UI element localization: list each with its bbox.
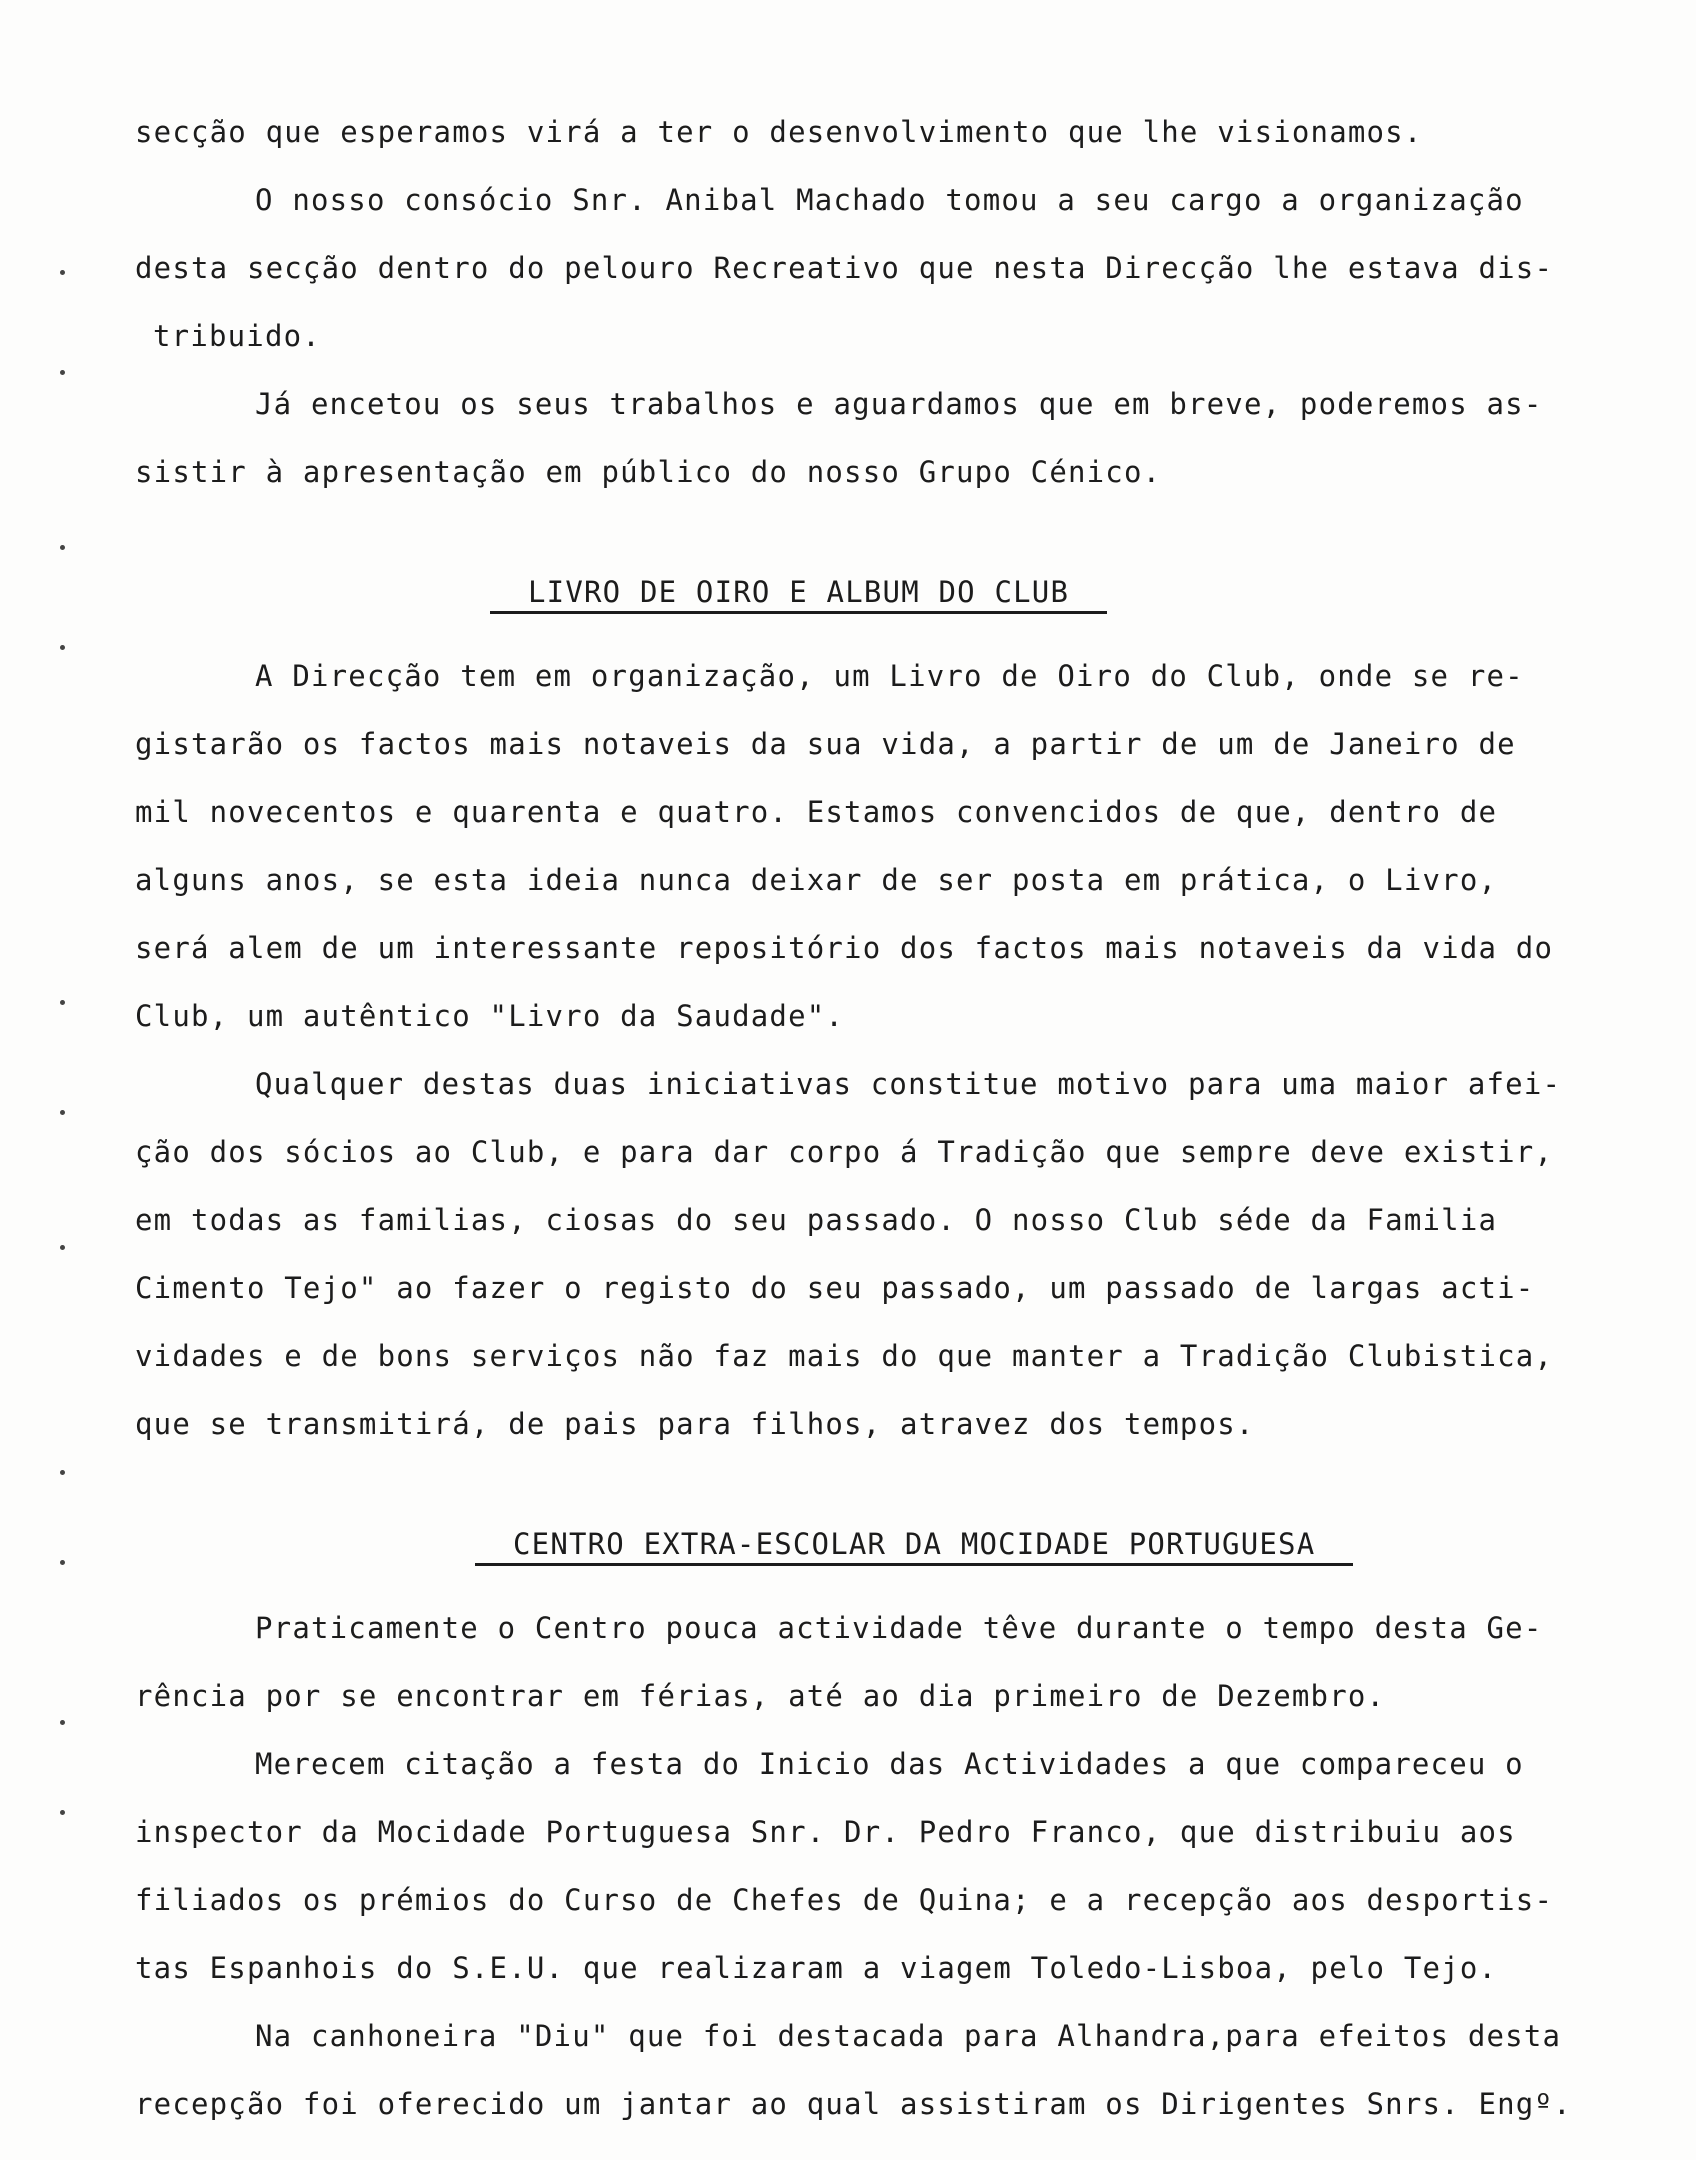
margin-speck (60, 270, 65, 275)
paragraph-line: Praticamente o Centro pouca actividade têve durante o tempo desta Ge- (255, 1611, 1543, 1645)
margin-speck (60, 1810, 65, 1815)
paragraph-line: vidades e de bons serviços não faz mais do que manter a Tradição Clubistica, (135, 1339, 1554, 1373)
section-heading: LIVRO DE OIRO E ALBUM DO CLUB (490, 575, 1107, 614)
paragraph-line: tribuido. (153, 319, 321, 353)
paragraph-line: A Direcção tem em organização, um Livro de Oiro do Club, onde se re- (255, 659, 1524, 693)
paragraph-line: gistarão os factos mais notaveis da sua vida, a partir de um de Janeiro de (135, 727, 1516, 761)
paragraph-line: que se transmitirá, de pais para filhos, atravez dos tempos. (135, 1407, 1255, 1441)
margin-speck (60, 645, 65, 650)
paragraph-line: O nosso consócio Snr. Anibal Machado tomou a seu cargo a organização (255, 183, 1524, 217)
paragraph-line: alguns anos, se esta ideia nunca deixar de ser posta em prática, o Livro, (135, 863, 1498, 897)
paragraph-line: tas Espanhois do S.E.U. que realizaram a viagem Toledo-Lisboa, pelo Tejo. (135, 1951, 1498, 1985)
paragraph-line: recepção foi oferecido um jantar ao qual assistiram os Dirigentes Snrs. Engº. (135, 2087, 1572, 2121)
paragraph-line: será alem de um interessante repositório dos factos mais notaveis da vida do (135, 931, 1554, 965)
paragraph-line: em todas as familias, ciosas do seu passado. O nosso Club séde da Familia (135, 1203, 1498, 1237)
paragraph-line: Merecem citação a festa do Inicio das Actividades a que compareceu o (255, 1747, 1524, 1781)
margin-speck (60, 370, 65, 375)
paragraph-line: desta secção dentro do pelouro Recreativo que nesta Direcção lhe estava dis- (135, 251, 1554, 285)
section-heading: CENTRO EXTRA-ESCOLAR DA MOCIDADE PORTUGUESA (475, 1527, 1353, 1566)
margin-speck (60, 1245, 65, 1250)
margin-speck (60, 1720, 65, 1725)
paragraph-line: ção dos sócios ao Club, e para dar corpo á Tradição que sempre deve existir, (135, 1135, 1554, 1169)
document-body (135, 98, 1665, 2138)
section-spacer (135, 1458, 1665, 1494)
margin-speck (60, 545, 65, 550)
margin-speck (60, 1560, 65, 1565)
paragraph-line: rência por se encontrar em férias, até ao dia primeiro de Dezembro. (135, 1679, 1386, 1713)
paragraph-line: Qualquer destas duas iniciativas constitue motivo para uma maior afei- (255, 1067, 1562, 1101)
paragraph-line: Na canhoneira "Diu" que foi destacada para Alhandra,para efeitos desta (255, 2019, 1562, 2053)
paragraph-line: Já encetou os seus trabalhos e aguardamos que em breve, poderemos as- (255, 387, 1543, 421)
paragraph-line: mil novecentos e quarenta e quatro. Estamos convencidos de que, dentro de (135, 795, 1498, 829)
margin-speck (60, 1470, 65, 1475)
section-spacer (135, 506, 1665, 542)
section-heading-line (135, 542, 1665, 642)
paragraph-line: filiados os prémios do Curso de Chefes de Quina; e a recepção aos desportis- (135, 1883, 1554, 1917)
paragraph-line: secção que esperamos virá a ter o desenvolvimento que lhe visionamos. (135, 115, 1423, 149)
section-heading-line (135, 1494, 1665, 1594)
paragraph-line: Cimento Tejo" ao fazer o registo do seu passado, um passado de largas acti- (135, 1271, 1535, 1305)
margin-speck (60, 1000, 65, 1005)
margin-speck (60, 1110, 65, 1115)
paragraph-line: inspector da Mocidade Portuguesa Snr. Dr. Pedro Franco, que distribuiu aos (135, 1815, 1516, 1849)
paragraph-line: Club, um autêntico "Livro da Saudade". (135, 999, 845, 1033)
paragraph-line: sistir à apresentação em público do nosso Grupo Cénico. (135, 455, 1162, 489)
